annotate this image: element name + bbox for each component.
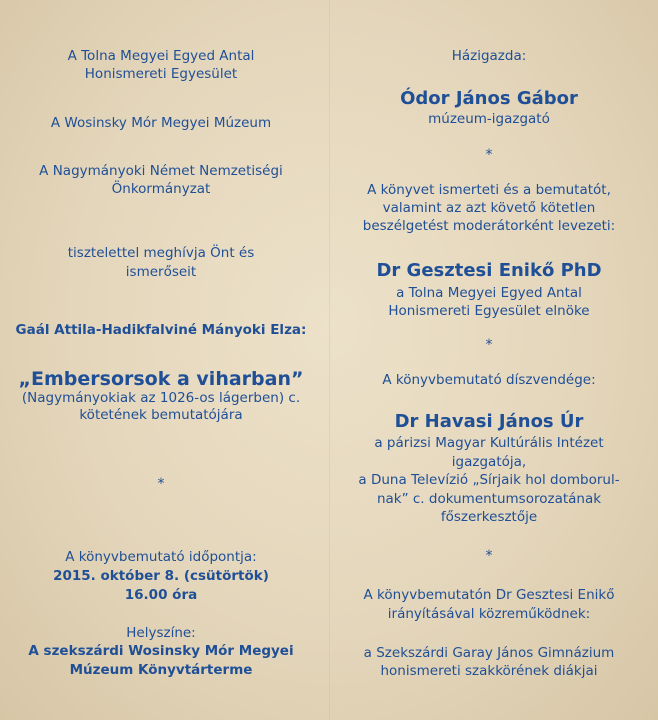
date-value: 2015. október 8. (csütörtök) bbox=[53, 568, 269, 584]
moderator-role-line1: a Tolna Megyei Egyed Antal bbox=[396, 285, 582, 301]
date-label: A könyvbemutató időpontja: bbox=[65, 549, 257, 565]
guest-role-line1: a párizsi Magyar Kultúrális Intézet bbox=[374, 435, 604, 451]
time-value: 16.00 óra bbox=[124, 587, 198, 603]
host-role: múzeum-igazgató bbox=[428, 111, 550, 127]
invite-line1: tisztelettel meghívja Önt és bbox=[67, 245, 255, 261]
venue-line2: Múzeum Könyvtárterme bbox=[69, 662, 253, 678]
book-title: „Embersorsok a viharban” bbox=[18, 368, 304, 390]
venue-line1: A szekszárdi Wosinsky Mór Megyei bbox=[28, 643, 294, 659]
moderator-intro-line1: A könyvet ismerteti és a bemutatót, bbox=[367, 182, 611, 198]
contributors-line4: honismereti szakkörének diákjai bbox=[380, 663, 598, 679]
host-label: Házigazda: bbox=[451, 48, 527, 64]
guest-role-line4: nak” c. dokumentumsorozatának bbox=[376, 491, 602, 507]
venue-label: Helyszíne: bbox=[126, 625, 196, 641]
contributors-line3: a Szekszárdi Garay János Gimnázium bbox=[363, 645, 615, 661]
guest-role-line3: a Duna Televízió „Sírjaik hol domborul- bbox=[358, 472, 620, 488]
contributors-line2: irányításával közreműködnek: bbox=[387, 606, 591, 622]
invite-line2: ismerőseit bbox=[125, 264, 197, 280]
org1-line1: A Tolna Megyei Egyed Antal bbox=[67, 48, 255, 64]
guest-role-line2: igazgatója, bbox=[451, 454, 527, 470]
authors: Gaál Attila-Hadikfalviné Mányoki Elza: bbox=[15, 322, 307, 338]
org2: A Wosinsky Mór Megyei Múzeum bbox=[50, 115, 272, 131]
host-name: Ódor János Gábor bbox=[400, 88, 578, 109]
contributors-line1: A könyvbemutatón Dr Gesztesi Enikő bbox=[363, 587, 615, 603]
org3-line1: A Nagymányoki Német Nemzetiségi bbox=[39, 163, 283, 179]
guest-name: Dr Havasi János Úr bbox=[394, 411, 584, 432]
separator-asterisk-2: * bbox=[485, 337, 493, 353]
moderator-name: Dr Gesztesi Enikő PhD bbox=[376, 260, 602, 281]
moderator-intro-line2: valamint az azt követő kötetlen bbox=[382, 200, 596, 216]
org1-line2: Honismereti Egyesület bbox=[84, 66, 238, 82]
separator-asterisk-1: * bbox=[485, 147, 493, 163]
book-subtitle-line1: (Nagymányokiak az 1026-os lágerben) c. bbox=[21, 390, 301, 406]
paper-fold bbox=[329, 0, 331, 720]
org3-line2: Önkormányzat bbox=[111, 181, 211, 197]
separator-asterisk: * bbox=[157, 476, 165, 492]
guest-role-line5: főszerkesztője bbox=[440, 509, 538, 525]
separator-asterisk-3: * bbox=[485, 548, 493, 564]
moderator-role-line2: Honismereti Egyesület elnöke bbox=[388, 303, 590, 319]
moderator-intro-line3: beszélgetést moderátorként levezeti: bbox=[362, 218, 616, 234]
book-subtitle-line2: kötetének bemutatójára bbox=[79, 407, 243, 423]
guest-label: A könyvbemutató díszvendége: bbox=[382, 372, 596, 388]
